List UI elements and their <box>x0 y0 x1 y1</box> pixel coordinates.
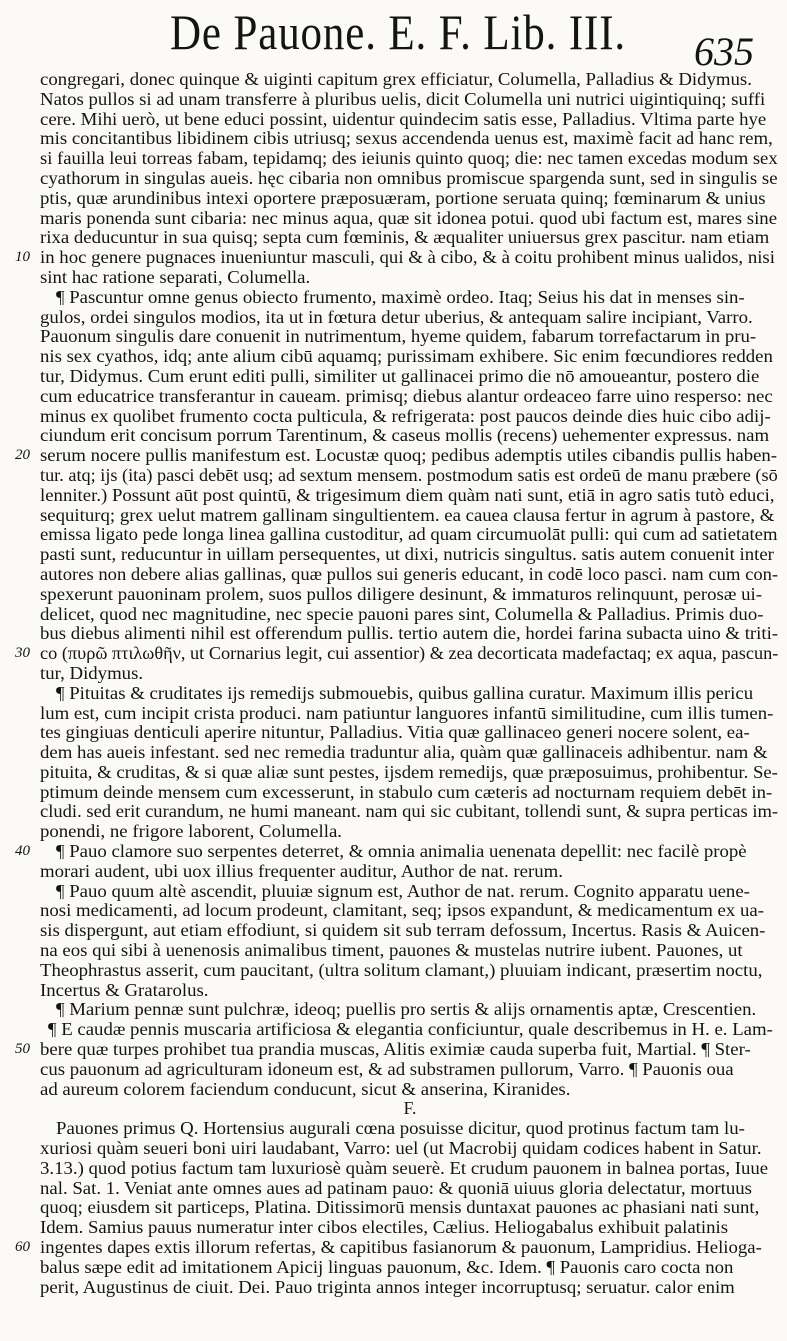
text-line <box>40 149 780 169</box>
text-line <box>40 1060 780 1080</box>
text-line <box>40 565 780 585</box>
line-text: nal. Sat. 1. Veniat ante omnes aues ad patinam pauo: & quoniā uiuus gloria delectatur, mortuus <box>40 1177 752 1198</box>
line-text: cum educatrice transferantur in caueam. primisq; diebus alantur ordeaceo farre uino resperso: nec <box>40 385 773 406</box>
text-line <box>40 387 780 407</box>
text-line <box>40 1020 780 1040</box>
line-text: Incertus & Gratarolus. <box>40 979 209 1000</box>
line-number: 30 <box>15 645 30 662</box>
line-text: ¶ Pauo clamore suo serpentes deterret, & omnia animalia uenenata depellit: nec facilè propè <box>56 841 747 862</box>
line-text: mis concitantibus libidinem cibis utriusq; sexus accendenda uenus est, maximè facit ad hanc rem, <box>40 128 773 149</box>
text-line <box>40 545 780 565</box>
text-line <box>40 327 780 347</box>
line-text: cludi. sed erit curandum, ne humi maneant. nam qui sic cubitant, tollendi sunt, & supra perticas im- <box>40 801 779 822</box>
line-text: maris ponenda sunt cibaria: nec minus aqua, quæ sit idonea potui. quod ubi factum est, mares sine <box>40 207 778 228</box>
text-line <box>40 1198 780 1218</box>
text-line <box>40 1139 780 1159</box>
line-text: ingentes dapes extis illorum refertas, & capitibus fasianorum & pauonum, Lampridius. Helioga- <box>40 1237 762 1258</box>
line-text: morari audent, ubi uox illius frequenter auditur, Author de nat. rerum. <box>40 860 563 881</box>
text-line <box>40 743 780 763</box>
text-line <box>40 1119 780 1139</box>
line-text: serum nocere pullis manifestum est. Locustæ quoq; pedibus ademptis utiles cibandis pullis haben- <box>40 445 778 466</box>
line-text: nosi medicamenti, ad locum prodeunt, clamitant, seq; ipsos expandunt, & medicamentum ex ua- <box>40 900 764 921</box>
line-text: pasti sunt, reducuntur in uillam persequentes, ut dixi, nutricis singultus. satis autem conuenit inter <box>40 544 774 565</box>
text-line <box>40 209 780 229</box>
line-text: dem has aueis infestant. sed nec remedia traduntur alia, quàm quæ gallinaceis adhibentur. nam & <box>40 742 768 763</box>
text-line <box>40 585 780 605</box>
line-text: ¶ Pascuntur omne genus obiecto frumento, maximè ordeo. Itaq; Seius his dat in menses sin- <box>56 286 745 307</box>
line-text: ¶ Pituitas & cruditates ijs remedijs submouebis, quibus gallina curatur. Maximum illis pericu <box>56 682 754 703</box>
line-text: 3.13.) quod potius factum tam luxuriosè quàm seuerè. Et crudum pauonem in balnea portas, Iuue <box>40 1157 769 1178</box>
text-line <box>40 901 780 921</box>
text-line <box>40 129 780 149</box>
line-text: gulos, ordei singulos modios, ita ut in fœtura detur uberius, & antequam salire incipiant, Varro. <box>40 306 753 327</box>
text-line <box>40 1179 780 1199</box>
text-line <box>40 763 780 783</box>
line-text: bere quæ turpes prohibet tua prandia muscas, Alitis eximiæ cauda superba fuit, Martial. ¶ Ster- <box>40 1039 751 1060</box>
text-line <box>40 189 780 209</box>
page-header <box>0 0 787 72</box>
line-text: congregari, donec quinque & uiginti capitum grex efficiatur, Columella, Palladius & Didymus. <box>40 69 752 89</box>
line-text: rixa deducuntur in sua quisq; septa cum fœminis, & æqualiter uniuersus grex pascitur. nam etiam <box>40 227 770 248</box>
line-text: F. <box>403 1098 417 1119</box>
text-line <box>40 862 780 882</box>
text-line <box>40 822 780 842</box>
text-line <box>40 426 780 446</box>
text-line <box>40 466 780 486</box>
text-line <box>40 288 780 308</box>
running-title: De Pauone. E. F. Lib. III. <box>170 4 627 60</box>
line-text: tes gingiuas denticuli aperire nituntur, Palladius. Vitia quæ gallinaceo generi nocere solent, ea- <box>40 722 750 743</box>
text-line <box>40 367 780 387</box>
line-text: balus sæpe edit ad imitationem Apicij linguas pauonum, &c. Idem. ¶ Pauonis caro cocta non <box>40 1256 734 1277</box>
text-line <box>40 525 780 545</box>
line-text: ¶ E caudæ pennis muscaria artificiosa & elegantia conficiuntur, quale describemus in H. e. Lam- <box>48 1019 773 1040</box>
line-text: Natos pullos si ad unam transferre à pluribus uelis, dicit Columella uni nutrici uigintiquinq; suffi <box>40 88 766 109</box>
text-line <box>15 247 780 268</box>
line-number: 10 <box>15 249 30 266</box>
line-text: ciundum erit concisum porrum Tarentinum, & caseus mollis (recens) uehementer expressus. nam <box>40 425 770 446</box>
line-text: na eos qui sibi à uenenosis animalibus timent, pauones & mustelas nutrire iubent. Pauones, ut <box>40 940 743 961</box>
line-number: 60 <box>15 1239 30 1256</box>
text-line <box>40 407 780 427</box>
line-text: lenniter.) Possunt aūt post quintū, & trigesimum diem quàm nati sunt, etiā in agro satis tutò educi, <box>40 484 775 505</box>
text-line <box>40 941 780 961</box>
text-line <box>40 228 780 248</box>
line-text: sequiturq; grex uelut matrem gallinam singultientem. ea cauea clausa fertur in agrum à pastore, & <box>40 504 775 525</box>
line-text: ptis, quæ arundinibus intexi oportere præposuæram, portione seruata quinq; fœminarum & unius <box>40 187 766 208</box>
line-text: tur, Didymus. <box>40 662 144 683</box>
line-text: ptimum deinde mensem cum excesserunt, in stabulo cum cæteris ad nocturnam requiem debēt in- <box>40 781 773 802</box>
line-text: si fauilla leui torreas fabam, tepidamq; des ieiunis quinto quoq; die: nec tamen excedas modum sex <box>40 148 778 169</box>
text-line <box>40 1278 780 1298</box>
line-text: perit, Augustinus de ciuit. Dei. Pauo triginta annos integer incorruptusq; seruatur. calor enim <box>40 1276 735 1297</box>
text-line <box>15 1039 780 1060</box>
text-line <box>40 961 780 981</box>
line-text: sis dispergunt, aut etiam effodiunt, si quidem sit sub terram defossum, Incertus. Rasis & Auicen- <box>40 920 766 941</box>
text-line <box>15 841 780 862</box>
line-text: in hoc genere pugnaces inueniuntur masculi, qui & à cibo, & à coitu prohibent minus ualidos, nisi <box>40 247 775 268</box>
text-line <box>40 1080 780 1100</box>
line-text: spexerunt pauoninam prolem, suos pullos diligere desinunt, & immaturos relinquunt, perosæ ui- <box>40 583 762 604</box>
text-body <box>15 69 780 1297</box>
text-line <box>40 486 780 506</box>
text-line <box>40 1000 780 1020</box>
line-text: cyathorum in singulas aueis. hęc cibaria non omnibus promiscue spargenda sunt, sed in singulis se <box>40 167 778 188</box>
line-text: ¶ Pauo quum altè ascendit, pluuiæ signum est, Author de nat. rerum. Cognito apparatu uene- <box>56 880 750 901</box>
line-text: autores non debere alias gallinas, quæ pullos sui generis educant, in codē loco pasci. nam cum con- <box>40 563 779 584</box>
text-line <box>40 1258 780 1278</box>
line-text: Idem. Samius pauus numeratur inter cibos electiles, Cælius. Heliogabalus exhibuit palatinis <box>40 1217 729 1238</box>
line-text: ad aureum colorem faciendum conducunt, sicut & anserina, Kiranides. <box>40 1078 571 1099</box>
line-text: quoq; eiusdem sit particeps, Platina. Ditissimorū mensis duntaxat pauones ac phasiani nati sunt, <box>40 1197 760 1218</box>
text-line <box>15 445 780 466</box>
line-text: tur, Didymus. Cum erunt editi pulli, similiter ut gallinacei primo die nō amoueantur, postero die <box>40 365 760 386</box>
text-line <box>40 506 780 526</box>
text-line <box>40 1218 780 1238</box>
text-line <box>15 1237 780 1258</box>
line-text: Theophrastus asserit, cum paucitant, (ultra solitum clamant,) pluuiam indicant, præsertim noctu, <box>40 959 763 980</box>
line-text: tur. atq; ijs (ita) pasci debēt usq; ad sextum mensem. postmodum satis est ordeū de manu præbere (sō <box>40 464 778 485</box>
line-number: 50 <box>15 1041 30 1058</box>
line-text: co (πυρῶ πτιλωθῆν, ut Cornarius legit, cui assentior) & zea decorticata madefactaq; ex aqua, pascun- <box>40 643 779 664</box>
text-line <box>40 70 780 90</box>
text-line <box>40 169 780 189</box>
text-line <box>40 347 780 367</box>
line-text: emissa ligato pede longa linea gallina custoditur, ad quam circumuolāt pulli: qui cum ad satietatem <box>40 524 778 545</box>
text-line <box>40 110 780 130</box>
line-number: 40 <box>15 843 30 860</box>
text-line <box>40 981 780 1001</box>
line-number: 20 <box>15 447 30 464</box>
line-text: lum est, cum incipit crista produci. nam patiuntur languores infantū similitudine, cum illis tumen- <box>40 702 774 723</box>
text-line <box>40 882 780 902</box>
text-line <box>40 684 780 704</box>
text-line <box>40 802 780 822</box>
line-text: xuriosi quàm seueri boni uiri laudabant, Varro: uel (ut Macrobij quidam codices habent in Satur. <box>40 1138 762 1159</box>
line-text: bus diebus alimenti nihil est offerendum pullis. tertio autem die, hordei farina subacta uino & triti- <box>40 623 779 644</box>
line-text: ponendi, ne frigore laborent, Columella. <box>40 821 342 842</box>
line-text: ¶ Marium pennæ sunt pulchræ, ideoq; puellis pro sertis & alijs ornamentis aptæ, Crescentien. <box>56 999 757 1020</box>
line-text: minus ex quolibet frumento cocta pulticula, & refrigerata: post paucos deinde dies huic cibo adij- <box>40 405 771 426</box>
text-line <box>40 723 780 743</box>
line-text: Pauones primus Q. Hortensius augurali cœna posuisse dicitur, quod protinus factum tam lu- <box>56 1118 745 1139</box>
text-line <box>40 704 780 724</box>
section-heading <box>40 1099 780 1119</box>
text-line <box>40 624 780 644</box>
text-line <box>40 605 780 625</box>
page-number: 635 <box>694 29 754 74</box>
text-line <box>40 308 780 328</box>
text-line <box>40 783 780 803</box>
text-line <box>40 921 780 941</box>
line-text: cus pauonum ad agriculturam idoneum est, & ad substramen pullorum, Varro. ¶ Pauonis oua <box>40 1058 734 1079</box>
text-line <box>40 268 780 288</box>
line-text: pituita, & cruditas, & si quæ aliæ sunt pestes, ijsdem remedijs, quæ præposuimus, prohibentur. Se- <box>40 761 778 782</box>
text-line <box>15 643 780 664</box>
text-line <box>40 664 780 684</box>
line-text: sint hac ratione separati, Columella. <box>40 266 311 287</box>
line-text: Pauonum singulis dare conuenit in nutrimentum, hyeme quidem, fabarum torrefactarum in pru- <box>40 326 757 347</box>
line-text: delicet, quod nec magnitudine, nec specie pauoni pares sint, Columella & Palladius. Primis duo- <box>40 603 764 624</box>
text-line <box>40 90 780 110</box>
line-text: nis sex cyathos, idq; ante alium cibū aquamq; purissimam exhibere. Sic enim fœcundiores redden <box>40 346 773 367</box>
text-line <box>40 1159 780 1179</box>
line-text: cere. Mihi uerò, ut bene educi possint, uidentur quindecim satis esse, Palladius. Vltima parte hye <box>40 108 767 129</box>
